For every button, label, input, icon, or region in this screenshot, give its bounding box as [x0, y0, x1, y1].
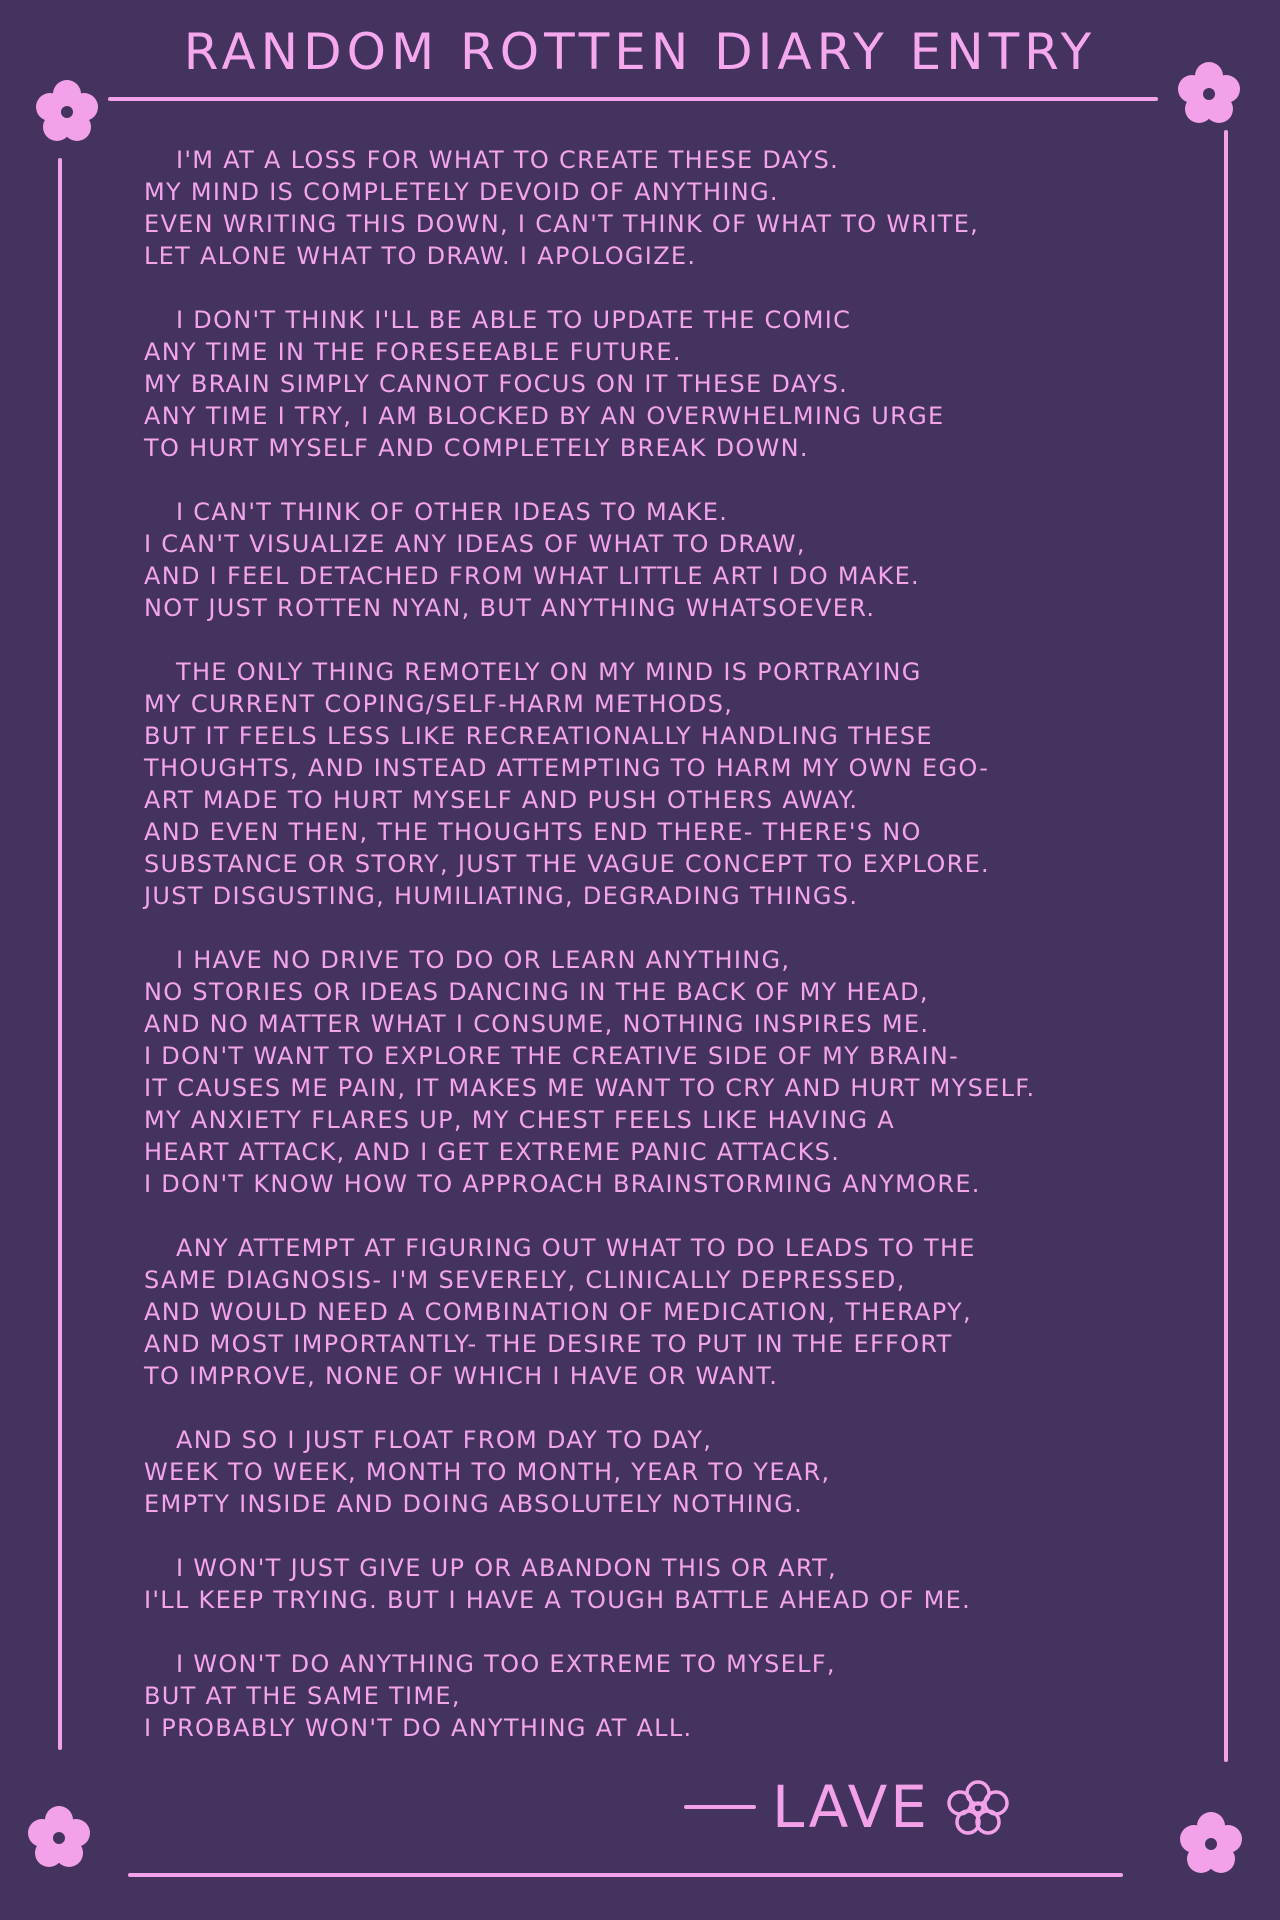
diary-line: AND WOULD NEED A COMBINATION OF MEDICATION, THERAPY,	[144, 1298, 972, 1326]
diary-paragraph	[144, 1552, 1184, 1616]
diary-line: NOT JUST ROTTEN NYAN, BUT ANYTHING WHATSOEVER.	[144, 594, 876, 622]
diary-paragraph	[144, 656, 1184, 912]
diary-line: SUBSTANCE OR STORY, JUST THE VAGUE CONCEPT TO EXPLORE.	[144, 850, 990, 878]
diary-line: TO HURT MYSELF AND COMPLETELY BREAK DOWN.	[144, 434, 809, 462]
page-title: RANDOM ROTTEN DIARY ENTRY	[183, 23, 1097, 81]
diary-line: AND MOST IMPORTANTLY- THE DESIRE TO PUT IN THE EFFORT	[144, 1330, 953, 1358]
bottom-divider	[128, 1873, 1123, 1877]
diary-line: I'M AT A LOSS FOR WHAT TO CREATE THESE DAYS.	[176, 146, 840, 174]
diary-line: SAME DIAGNOSIS- I'M SEVERELY, CLINICALLY DEPRESSED,	[144, 1266, 906, 1294]
signature-dash	[684, 1805, 756, 1809]
diary-line: I WON'T JUST GIVE UP OR ABANDON THIS OR ART,	[176, 1554, 837, 1582]
diary-line: LET ALONE WHAT TO DRAW. I APOLOGIZE.	[144, 242, 697, 270]
diary-line: THOUGHTS, AND INSTEAD ATTEMPTING TO HARM MY OWN EGO-	[144, 754, 990, 782]
diary-line: THE ONLY THING REMOTELY ON MY MIND IS PORTRAYING	[176, 658, 922, 686]
left-border	[58, 158, 62, 1750]
diary-line: NO STORIES OR IDEAS DANCING IN THE BACK OF MY HEAD,	[144, 978, 929, 1006]
signature-name: LAVE	[772, 1773, 930, 1841]
diary-line: I DON'T KNOW HOW TO APPROACH BRAINSTORMING ANYMORE.	[144, 1170, 981, 1198]
flower-icon	[32, 76, 102, 146]
diary-paragraph	[144, 304, 1184, 464]
diary-line: AND I FEEL DETACHED FROM WHAT LITTLE ART I DO MAKE.	[144, 562, 920, 590]
diary-line: AND NO MATTER WHAT I CONSUME, NOTHING INSPIRES ME.	[144, 1010, 930, 1038]
diary-paragraph	[144, 944, 1184, 1200]
diary-line: AND EVEN THEN, THE THOUGHTS END THERE- THERE'S NO	[144, 818, 922, 846]
diary-line: I CAN'T VISUALIZE ANY IDEAS OF WHAT TO DRAW,	[144, 530, 806, 558]
diary-line: MY BRAIN SIMPLY CANNOT FOCUS ON IT THESE DAYS.	[144, 370, 849, 398]
diary-line: EMPTY INSIDE AND DOING ABSOLUTELY NOTHING.	[144, 1490, 804, 1518]
diary-line: ANY TIME IN THE FORESEEABLE FUTURE.	[144, 338, 682, 366]
diary-line: ANY ATTEMPT AT FIGURING OUT WHAT TO DO LEADS TO THE	[176, 1234, 976, 1262]
diary-line: I'LL KEEP TRYING. BUT I HAVE A TOUGH BATTLE AHEAD OF ME.	[144, 1586, 972, 1614]
diary-line: BUT IT FEELS LESS LIKE RECREATIONALLY HANDLING THESE	[144, 722, 933, 750]
diary-line: I DON'T WANT TO EXPLORE THE CREATIVE SIDE OF MY BRAIN-	[144, 1042, 960, 1070]
diary-line: IT CAUSES ME PAIN, IT MAKES ME WANT TO CRY AND HURT MYSELF.	[144, 1074, 1036, 1102]
flower-icon	[1176, 1808, 1246, 1878]
signature	[684, 1772, 1014, 1842]
diary-line: EVEN WRITING THIS DOWN, I CAN'T THINK OF WHAT TO WRITE,	[144, 210, 980, 238]
diary-line: ANY TIME I TRY, I AM BLOCKED BY AN OVERWHELMING URGE	[144, 402, 945, 430]
diary-line: ART MADE TO HURT MYSELF AND PUSH OTHERS AWAY.	[144, 786, 859, 814]
diary-line: WEEK TO WEEK, MONTH TO MONTH, YEAR TO YEAR,	[144, 1458, 831, 1486]
top-divider	[108, 97, 1158, 101]
diary-paragraph	[144, 1648, 1184, 1744]
diary-line: I PROBABLY WON'T DO ANYTHING AT ALL.	[144, 1714, 693, 1742]
diary-line: I DON'T THINK I'LL BE ABLE TO UPDATE THE COMIC	[176, 306, 852, 334]
flower-outline-icon	[942, 1777, 1014, 1837]
diary-paragraph	[144, 496, 1184, 624]
diary-line: BUT AT THE SAME TIME,	[144, 1682, 461, 1710]
diary-entry	[144, 144, 1184, 1776]
right-border	[1224, 130, 1228, 1762]
diary-paragraph	[144, 1424, 1184, 1520]
diary-paragraph	[144, 1232, 1184, 1392]
diary-line: MY ANXIETY FLARES UP, MY CHEST FEELS LIKE HAVING A	[144, 1106, 896, 1134]
diary-line: AND SO I JUST FLOAT FROM DAY TO DAY,	[176, 1426, 713, 1454]
flower-icon	[1174, 58, 1244, 128]
diary-line: I CAN'T THINK OF OTHER IDEAS TO MAKE.	[176, 498, 729, 526]
diary-line: I HAVE NO DRIVE TO DO OR LEARN ANYTHING,	[176, 946, 791, 974]
flower-icon	[24, 1802, 94, 1872]
diary-line: TO IMPROVE, NONE OF WHICH I HAVE OR WANT.	[144, 1362, 779, 1390]
diary-line: I WON'T DO ANYTHING TOO EXTREME TO MYSELF,	[176, 1650, 836, 1678]
diary-paragraph	[144, 144, 1184, 272]
diary-line: JUST DISGUSTING, HUMILIATING, DEGRADING THINGS.	[144, 882, 859, 910]
diary-line: HEART ATTACK, AND I GET EXTREME PANIC ATTACKS.	[144, 1138, 841, 1166]
diary-line: MY CURRENT COPING/SELF-HARM METHODS,	[144, 690, 734, 718]
diary-line: MY MIND IS COMPLETELY DEVOID OF ANYTHING.	[144, 178, 779, 206]
